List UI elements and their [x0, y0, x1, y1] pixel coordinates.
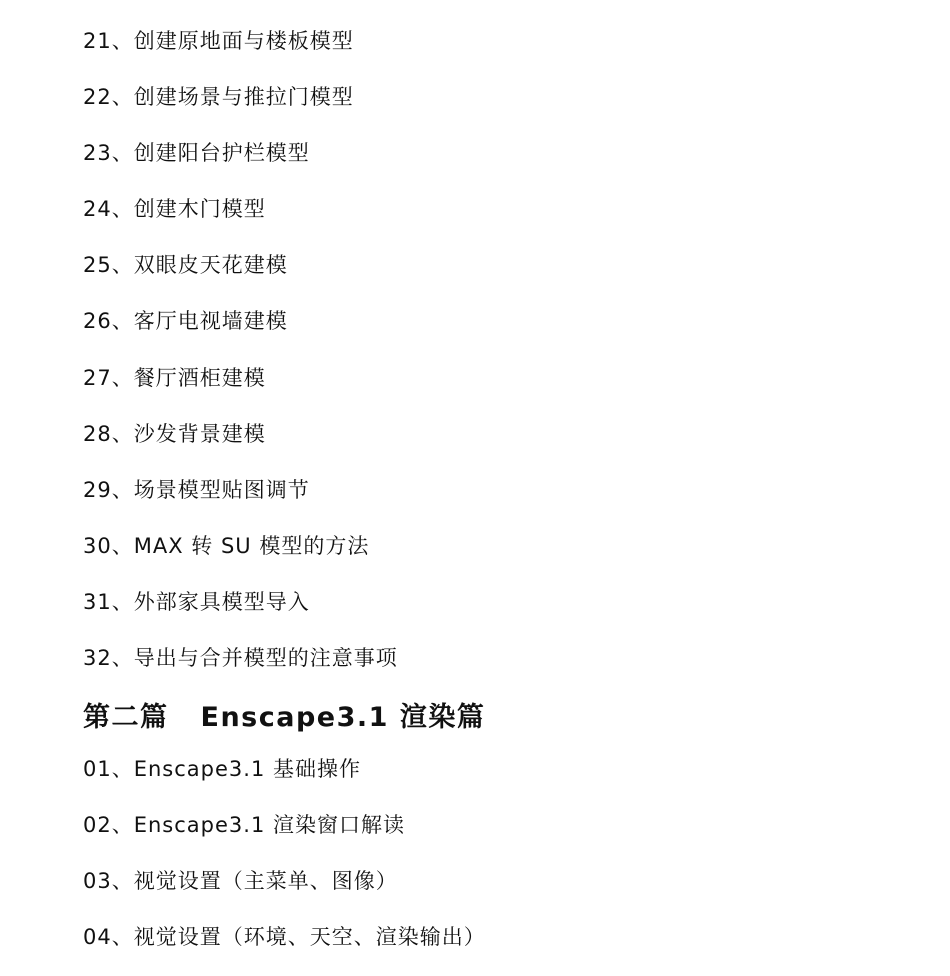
chapter-list-part2: [83, 752, 486, 976]
list-item: 32、导出与合并模型的注意事项: [83, 646, 398, 671]
chapter-list-part1: [83, 24, 398, 697]
section-heading: [83, 696, 485, 740]
list-item: 01、Enscape3.1 基础操作: [83, 757, 361, 781]
list-item: 29、场景模型贴图调节: [83, 477, 310, 502]
list-item: 27、餐厅酒柜建模: [83, 365, 266, 390]
section-label: 第二篇: [83, 702, 169, 733]
list-item: 02、Enscape3.1 渲染窗口解读: [83, 813, 405, 838]
list-item: 22、创建场景与推拉门模型: [83, 85, 354, 110]
list-item: 30、MAX 转 SU 模型的方法: [83, 533, 370, 558]
list-item: 24、创建木门模型: [83, 197, 266, 222]
list-item: 28、沙发背景建模: [83, 421, 266, 446]
list-item: 23、创建阳台护栏模型: [83, 141, 310, 166]
list-item: 03、视觉设置（主菜单、图像）: [83, 869, 398, 894]
list-item: 21、创建原地面与楼板模型: [83, 29, 354, 53]
list-item: 25、双眼皮天花建模: [83, 253, 288, 278]
list-item: 26、客厅电视墙建模: [83, 309, 288, 334]
list-item: 31、外部家具模型导入: [83, 589, 310, 614]
list-item: 04、视觉设置（环境、天空、渲染输出）: [83, 925, 486, 950]
section-title: Enscape3.1 渲染篇: [200, 702, 486, 733]
